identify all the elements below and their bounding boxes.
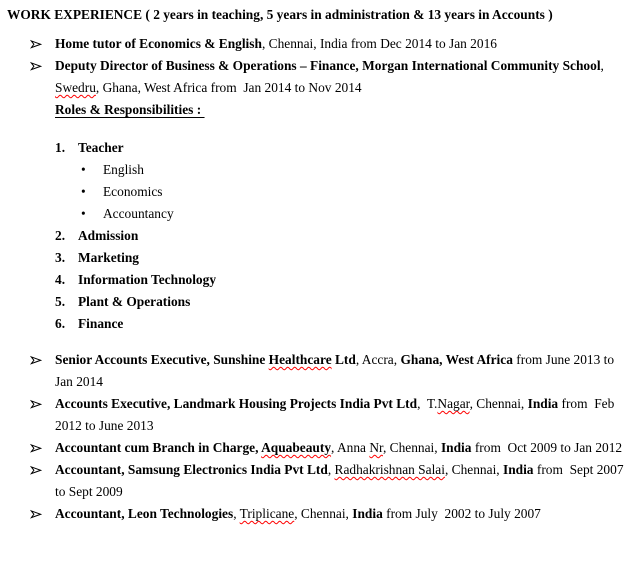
responsibility-item — [7, 291, 633, 313]
text-run: Admission — [78, 228, 139, 243]
text-run: , Chennai, — [444, 462, 503, 477]
experience-item — [7, 55, 633, 99]
paragraph-text — [78, 225, 633, 247]
text-run: Information Technology — [78, 272, 217, 287]
misspelled-word: Triplicane — [239, 506, 295, 521]
responsibility-item — [7, 225, 633, 247]
right-arrowhead-icon — [30, 398, 42, 410]
misspelled-word: Swedru — [55, 80, 96, 95]
paragraph-text — [78, 313, 633, 335]
text-run: Plant & Operations — [78, 294, 191, 309]
paragraph-text — [78, 291, 633, 313]
paragraph-text — [55, 437, 633, 459]
text-run: Home tutor of Economics & English — [55, 36, 262, 51]
experience-item — [7, 437, 633, 459]
text-run: , — [327, 462, 335, 477]
text-run: from Sept 2007 to Sept 2009 — [55, 462, 627, 499]
text-run: Economics — [103, 184, 163, 199]
paragraph-text — [55, 393, 633, 437]
right-arrowhead-icon — [30, 464, 42, 476]
experience-item — [7, 393, 633, 437]
text-run: Accountancy — [103, 206, 174, 221]
roles-responsibilities-heading — [7, 99, 633, 121]
text-run: , T. — [417, 396, 438, 411]
text-run: Accountant cum Branch in Charge, — [55, 440, 262, 455]
text-run: Accounts Executive, Landmark Housing Projects India Pvt Ltd — [55, 396, 418, 411]
text-run: , Chennai, — [294, 506, 353, 521]
text-run: India — [440, 440, 472, 455]
teaching-subject-item — [7, 159, 633, 181]
paragraph-text — [55, 503, 633, 525]
text-run: from Oct 2009 to Jan 2012 — [471, 440, 623, 455]
text-run: English — [103, 162, 144, 177]
teaching-subject-item — [7, 181, 633, 203]
paragraph-text — [55, 459, 633, 503]
experience-item — [7, 503, 633, 525]
paragraph-text — [55, 33, 633, 55]
text-run: Accountant, Samsung Electronics India Pvt Ltd — [55, 462, 328, 477]
list-number: 1. — [55, 140, 66, 155]
dot-bullet-icon: • — [81, 206, 86, 221]
paragraph-text — [78, 247, 633, 269]
dot-bullet-icon: • — [81, 162, 86, 177]
text-run: , Chennai, — [469, 396, 528, 411]
text-run: , Ghana, West Africa from Jan 2014 to Nov 2014 — [95, 80, 362, 95]
list-number: 6. — [55, 316, 66, 331]
text-run: India — [502, 462, 534, 477]
right-arrowhead-icon — [30, 354, 42, 366]
paragraph-text — [78, 269, 633, 291]
misspelled-word: Aquabeauty — [261, 440, 332, 455]
right-arrowhead-icon — [30, 442, 42, 454]
text-run: Roles & Responsibilities : — [55, 102, 205, 117]
text-run: Teacher — [78, 140, 124, 155]
responsibility-item — [7, 313, 633, 335]
section-heading: WORK EXPERIENCE ( 2 years in teaching, 5 years in administration & 13 years in Accounts ) — [7, 7, 553, 22]
text-run: Accountant, Leon Technologies — [55, 506, 234, 521]
text-run: India — [527, 396, 559, 411]
text-run: Marketing — [78, 250, 139, 265]
text-run: Finance — [78, 316, 124, 331]
list-number: 2. — [55, 228, 66, 243]
list-number: 3. — [55, 250, 66, 265]
right-arrowhead-icon — [30, 508, 42, 520]
text-run: , Chennai, India from Dec 2014 to Jan 2016 — [261, 36, 497, 51]
misspelled-word: Nr — [369, 440, 383, 455]
paragraph-text — [103, 159, 633, 181]
text-run: Ltd — [331, 352, 356, 367]
paragraph-text — [55, 99, 633, 121]
text-run: from June 2013 to Jan 2014 — [55, 352, 618, 389]
list-number: 5. — [55, 294, 66, 309]
text-run: from July 2002 to July 2007 — [382, 506, 541, 521]
text-run: India — [352, 506, 383, 521]
paragraph-text — [55, 55, 633, 99]
text-run: , — [600, 58, 608, 73]
text-run: Senior Accounts Executive, Sunshine — [55, 352, 269, 367]
text-run: from Feb 2012 to June 2013 — [55, 396, 618, 433]
text-run: Ghana, West Africa — [400, 352, 513, 367]
text-run: , Chennai, — [382, 440, 441, 455]
responsibility-item — [7, 247, 633, 269]
responsibility-item — [7, 137, 633, 159]
paragraph-text — [103, 181, 633, 203]
text-run: , — [233, 506, 240, 521]
paragraph-text — [78, 137, 633, 159]
dot-bullet-icon: • — [81, 184, 86, 199]
text-run: , Accra, — [355, 352, 401, 367]
text-run: Deputy Director of Business & Operations – Finance, Morgan International Community School — [55, 58, 601, 73]
experience-list — [7, 33, 633, 525]
responsibility-item — [7, 269, 633, 291]
misspelled-word: Healthcare — [268, 352, 332, 367]
right-arrowhead-icon — [30, 38, 42, 50]
experience-item — [7, 459, 633, 503]
list-number: 4. — [55, 272, 66, 287]
experience-item — [7, 33, 633, 55]
paragraph-text — [55, 349, 633, 393]
misspelled-word: Radhakrishnan Salai — [334, 462, 445, 477]
experience-item — [7, 349, 633, 393]
right-arrowhead-icon — [30, 60, 42, 72]
paragraph-text — [103, 203, 633, 225]
text-run: , Anna — [331, 440, 370, 455]
teaching-subject-item — [7, 203, 633, 225]
misspelled-word: Nagar — [437, 396, 470, 411]
